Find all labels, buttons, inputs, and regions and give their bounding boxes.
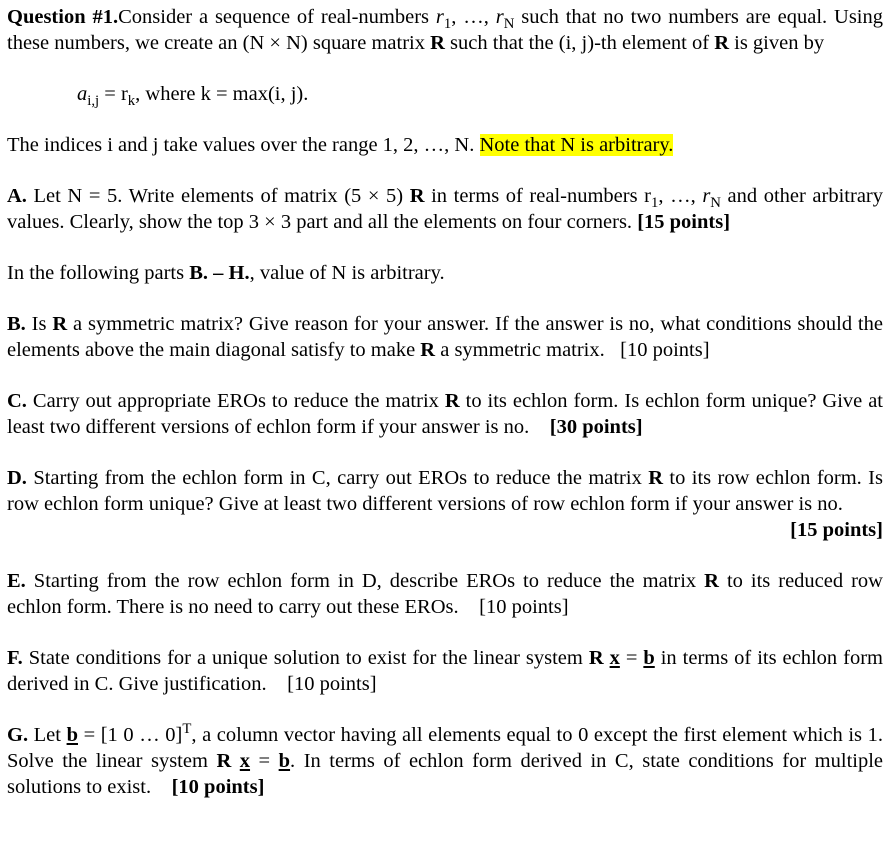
question-intro: Question #1.Consider a sequence of real-numbers $r_1$, …, $r_N$ such that no two numbers are equal. Using these numbers, we create an (N × N) square matrix R such that the (i, j)-th element of R is given by: [7, 6, 884, 54]
part-e: E. Starting from the row echlon form in D, describe EROs to reduce the matrix R to its reduced row echlon form. There is no need to carry out these EROs. [10 points]: [7, 570, 883, 618]
part-c: C. Carry out appropriate EROs to reduce the matrix R to its echlon form. Is echlon form unique? Give at least two different versions of echlon form if your answer is no. [30 points]: [7, 390, 883, 438]
part-f-points: [10 points]: [287, 673, 377, 695]
part-g-label: G.: [7, 724, 29, 746]
part-f: F. State conditions for a unique solution to exist for the linear system R x = b in terms of its echlon form derived in C. Give justification. [10 points]: [7, 647, 883, 695]
part-e-points: [10 points]: [479, 596, 569, 618]
part-g-points: [10 points]: [171, 776, 265, 798]
question-heading: Question #1.: [7, 6, 119, 28]
part-d: D. Starting from the echlon form in C, carry out EROs to reduce the matrix R to its row echlon form. Is row echlon form unique? Give at least two different versions of row echlon form if your answer is no. [15 points]: [7, 467, 883, 541]
part-d-points: [15 points]: [790, 519, 883, 541]
highlighted-note: Note that N is arbitrary.: [479, 134, 674, 156]
part-a-points: [15 points]: [637, 211, 731, 233]
part-d-label: D.: [7, 467, 27, 489]
question-page: [7, 4, 883, 800]
formula: $a_{i,j} = r_k$, where k = max(i, j).: [77, 83, 309, 110]
part-c-label: C.: [7, 390, 27, 412]
part-g: G. Let b = [1 0 … 0]$^T$, a column vector having all elements equal to 0 except the first element which is 1. Solve the linear system R x = b. In terms of echlon form derived in C, state conditions for multiple solutions to exist. [10 points]: [7, 721, 884, 798]
part-a-label: A.: [7, 185, 27, 207]
part-f-label: F.: [7, 647, 23, 669]
part-b-points: [10 points]: [620, 339, 710, 361]
indices-text: The indices i and j take values over the range 1, 2, …, N. Note that N is arbitrary.: [7, 134, 674, 156]
part-c-points: [30 points]: [549, 416, 643, 438]
part-b-label: B.: [7, 313, 26, 335]
arbitrary-note: In the following parts B. – H., value of N is arbitrary.: [7, 262, 445, 284]
part-a: A. Let N = 5. Write elements of matrix (5 × 5) R in terms of real-numbers $r_1$, …, $r_N$ and other arbitrary values. Clearly, show the top 3 × 3 part and all the elements on four corners. [15 points]: [7, 185, 884, 233]
part-e-label: E.: [7, 570, 26, 592]
part-b: B. Is R a symmetric matrix? Give reason for your answer. If the answer is no, what conditions should the elements above the main diagonal satisfy to make R a symmetric matrix. [10 points]: [7, 313, 883, 361]
